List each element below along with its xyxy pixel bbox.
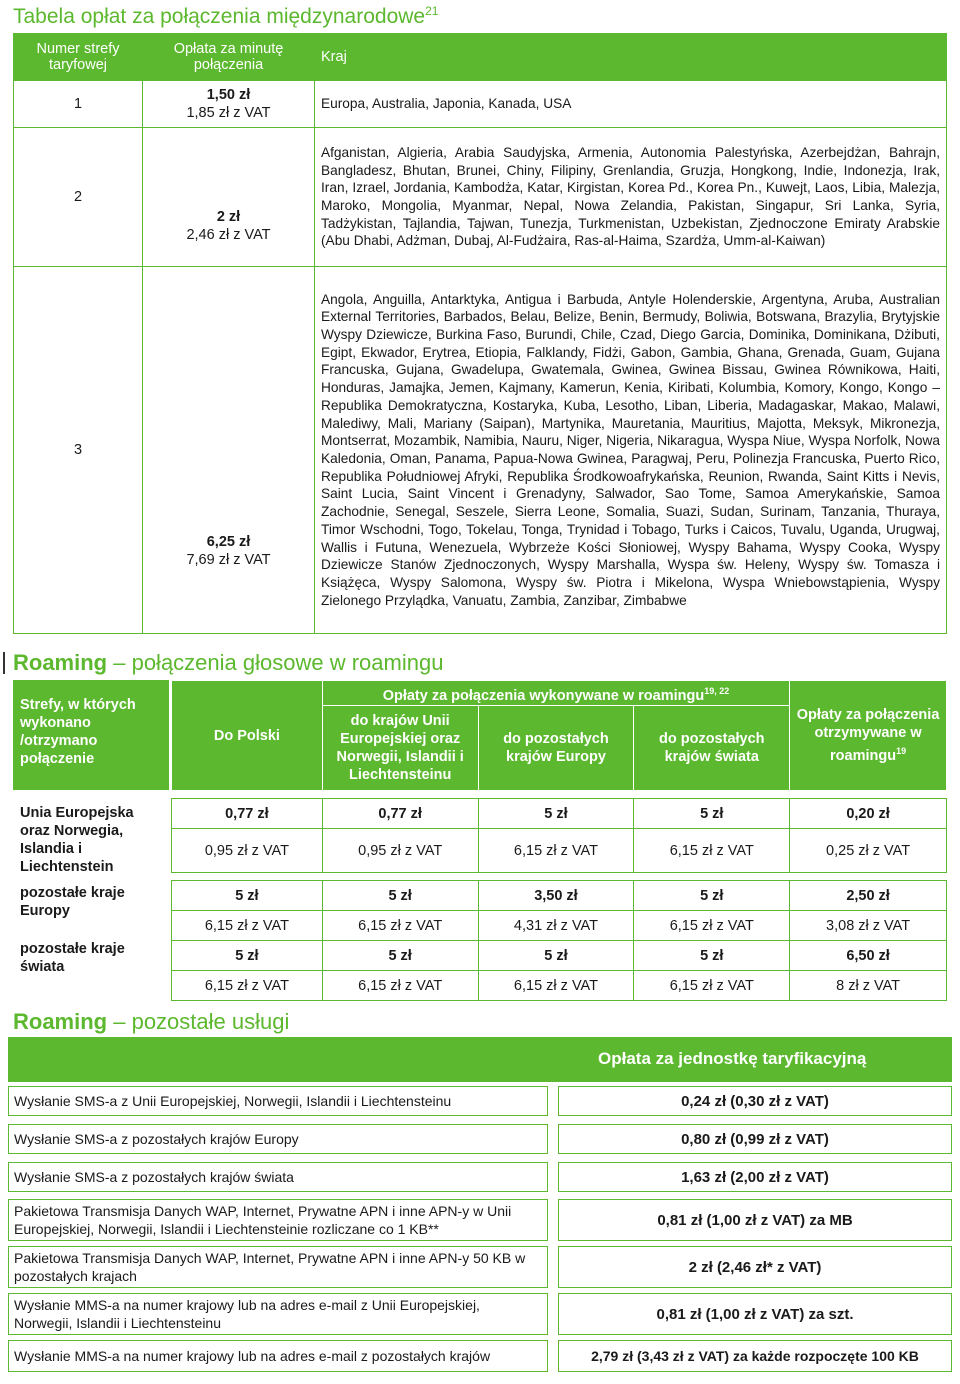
fee-cell: 2 zł 2,46 zł z VAT (143, 128, 315, 267)
col-received-header: Opłaty za połączenia otrzymywane w roamingu$^{19}$ (790, 681, 947, 791)
page-title: Tabela opłat za połączenia międzynarodowe$^{21}$ (13, 4, 439, 28)
country-list: Europa, Australia, Japonia, Kanada, USA (315, 81, 947, 128)
price-cell: 5 zł (478, 941, 634, 971)
col-zone-header: Numer strefy taryfowej (14, 34, 143, 81)
price-cell: 5 zł (322, 941, 478, 971)
service-price: 0,81 zł (1,00 zł z VAT) za MB (558, 1199, 952, 1241)
service-label: Wysłanie SMS-a z pozostałych krajów Europy (8, 1124, 548, 1154)
col-fee-header: Opłata za minutę połączenia (143, 34, 315, 81)
service-label: Pakietowa Transmisja Danych WAP, Internet, Prywatne APN i inne APN-y 50 KB w pozostałych krajach (8, 1246, 548, 1288)
unit-fee-header: Opłata za jednostkę taryfikacyjną (598, 1049, 867, 1068)
service-label: Wysłanie MMS-a na numer krajowy lub na adres e-mail z pozostałych krajów (8, 1340, 548, 1372)
price-cell: 5 zł (322, 881, 478, 911)
table-row (172, 911, 947, 941)
price-cell: 5 zł (478, 799, 634, 829)
price-cell: 5 zł (172, 941, 323, 971)
price-cell: 0,95 zł z VAT (322, 829, 478, 873)
roaming-voice-title: Roaming – połączenia głosowe w roamingu (13, 650, 444, 675)
zone-label: pozostałe kraje Europy (13, 870, 169, 928)
service-price: 0,80 zł (0,99 zł z VAT) (558, 1124, 952, 1154)
table-row (172, 941, 947, 971)
table-row (172, 799, 947, 829)
price-cell: 6,15 zł z VAT (478, 971, 634, 1001)
price-cell: 0,77 zł (172, 799, 323, 829)
price-cell: 2,50 zł (790, 881, 947, 911)
price-cell: 6,15 zł z VAT (172, 911, 323, 941)
col-europe-header: do pozostałych krajów Europy (478, 706, 634, 791)
service-label: Pakietowa Transmisja Danych WAP, Internet, Prywatne APN i inne APN-y w Unii Europejskiej, Norwegii, Islandii i Liechtensteinie rozliczane co 1 KB** (8, 1199, 548, 1241)
service-price: 2,79 zł (3,43 zł z VAT) za każde rozpoczęte 100 KB (558, 1340, 952, 1372)
service-label: Wysłanie SMS-a z pozostałych krajów świata (8, 1162, 548, 1192)
country-list: Afganistan, Algieria, Arabia Saudyjska, Armenia, Autonomia Palestyńska, Azerbejdżan, Bahrajn, Bangladesz, Bhutan, Brunei, Chiny, Filipiny, Grenlandia, Gruzja, Hongkong, Indie, Indonezja, Irak, Iran, Izrael, Jordania, Kambodża, Katar, Kirgistan, Korea Pd., Korea Pn., Kuwejt, Laos, Libia, Malezja, Maroko, Mongolia, Myanmar, Nepal, Nowa Zelandia, Pakistan, Singapur, Sri Lanka, Syria, Tadżykistan, Tajlandia, Tajwan, Tunezja, Turkmenistan, Uzbekistan, Zjednoczone Emiraty Arabskie (Abu Dhabi, Adżman, Dubaj, Al-Fudżaira, Ras-al-Haima, Szardża, Umm-al-Kaiwan) (315, 128, 947, 267)
table-row (14, 81, 947, 128)
price-cell: 5 zł (634, 941, 790, 971)
table-row (172, 829, 947, 873)
price-cell: 3,08 zł z VAT (790, 911, 947, 941)
price-cell: 5 zł (634, 799, 790, 829)
price-cell: 6,50 zł (790, 941, 947, 971)
price-cell: 6,15 zł z VAT (322, 911, 478, 941)
col-world-header: do pozostałych krajów świata (634, 706, 790, 791)
group-header: Opłaty za połączenia wykonywane w roamingu$^{19, 22}$ (322, 681, 789, 706)
price-cell: 6,15 zł z VAT (634, 911, 790, 941)
zones-header: Strefy, w których wykonano /otrzymano połączenie (13, 680, 169, 790)
country-list: Angola, Anguilla, Antarktyka, Antigua i Barbuda, Antyle Holenderskie, Argentyna, Aruba, Australian External Territories, Barbados, Belau, Belize, Benin, Bermudy, Boliwia, Botswana, Brazylia, Brytyjskie Wyspy Dziewicze, Burkina Faso, Burundi, Chile, Czad, Diego Garcia, Dominika, Dominikana, Dżibuti, Egipt, Ekwador, Erytrea, Etiopia, Falklandy, Fidżi, Gabon, Gambia, Ghana, Grenada, Guam, Gujana Francuska, Gujana, Gwadelupa, Gwatemala, Gwinea, Gwinea Bissau, Gwinea Równikowa, Haiti, Honduras, Jamajka, Jemen, Kajmany, Kamerun, Kenia, Kiribati, Kolumbia, Komory, Kongo, Kongo – Republika Demokratyczna, Kostaryka, Kuba, Lesotho, Liban, Liberia, Madagaskar, Makao, Malawi, Malediwy, Mali, Mariany (Saipan), Martynika, Mauretania, Mauritius, Majotta, Meksyk, Mikronezja, Montserrat, Mozambik, Namibia, Nauru, Niger, Nigeria, Nikaragua, Wyspa Niue, Wyspa Norfolk, Nowa Kaledonia, Oman, Panama, Papua-Nowa Gwinea, Paragwaj, Peru, Polinezja Francuska, Puerto Rico, Republika Południowej Afryki, Republika Środkowoafrykańska, Reunion, Rwanda, Saint Kitts i Nevis, Saint Lucia, Saint Vincent i Grenadyny, Salwador, Sao Tome, Samoa Amerykańskie, Samoa Zachodnie, Senegal, Seszele, Sierra Leone, Somalia, Suazi, Sudan, Surinam, Tanzania, Thuraya, Timor Wschodni, Togo, Tokelau, Tonga, Trynidad i Tobago, Turks i Caicos, Tuvalu, Uganda, Urugwaj, Wallis i Futuna, Wenezuela, Wybrzeże Kości Słoniowej, Wyspy Bahama, Wyspy Cooka, Wyspy Dziewicze Stanów Zjednoczonych, Wyspy Marshalla, Wyspa św. Heleny, Wyspy św. Tomasza i Książęca, Wyspy Salomona, Wyspy św. Piotra i Mikelona, Wyspa Wniebowstąpienia, Wyspy Zielonego Przylądka, Vanuatu, Zambia, Zanzibar, Zimbabwe (315, 267, 947, 634)
table-row (14, 128, 947, 267)
service-label: Wysłanie MMS-a na numer krajowy lub na adres e-mail z Unii Europejskiej, Norwegii, Islandii i Liechtensteinu (8, 1293, 548, 1335)
roaming-zones-column (13, 680, 169, 988)
price-cell: 5 zł (172, 881, 323, 911)
zone-number: 1 (14, 81, 143, 128)
price-cell: 0,25 zł z VAT (790, 829, 947, 873)
service-price: 0,81 zł (1,00 zł z VAT) za szt. (558, 1293, 952, 1335)
service-label: Wysłanie SMS-a z Unii Europejskiej, Norwegii, Islandii i Liechtensteinu (8, 1086, 548, 1116)
price-cell: 4,31 zł z VAT (478, 911, 634, 941)
price-cell: 6,15 zł z VAT (634, 829, 790, 873)
zone-label: Unia Europejska oraz Norwegia, Islandia i Liechtenstein (13, 790, 169, 870)
zone-number: 3 (14, 267, 143, 634)
table-row (172, 971, 947, 1001)
roaming-other-title: Roaming – pozostałe usługi (13, 1009, 290, 1034)
international-rates-table (13, 33, 947, 634)
price-cell: 5 zł (634, 881, 790, 911)
price-cell: 0,77 zł (322, 799, 478, 829)
change-marker (3, 652, 5, 674)
zone-label: pozostałe kraje świata (13, 928, 169, 988)
table-row (14, 267, 947, 634)
price-cell: 3,50 zł (478, 881, 634, 911)
col-poland-header: Do Polski (172, 681, 323, 791)
price-cell: 6,15 zł z VAT (478, 829, 634, 873)
fee-cell: 1,50 zł 1,85 zł z VAT (143, 81, 315, 128)
fee-cell: 6,25 zł 7,69 zł z VAT (143, 267, 315, 634)
price-cell: 0,95 zł z VAT (172, 829, 323, 873)
roaming-other-header (8, 1037, 952, 1082)
price-cell: 6,15 zł z VAT (634, 971, 790, 1001)
col-eu-header: do krajów Unii Europejskiej oraz Norwegii, Islandii i Liechtensteinu (322, 706, 478, 791)
service-price: 0,24 zł (0,30 zł z VAT) (558, 1086, 952, 1116)
table-row (172, 881, 947, 911)
zone-number: 2 (14, 128, 143, 267)
price-cell: 6,15 zł z VAT (172, 971, 323, 1001)
col-country-header: Kraj (315, 34, 947, 81)
roaming-voice-table (171, 680, 947, 1001)
price-cell: 0,20 zł (790, 799, 947, 829)
service-price: 2 zł (2,46 zł* z VAT) (558, 1246, 952, 1288)
service-price: 1,63 zł (2,00 zł z VAT) (558, 1162, 952, 1192)
price-cell: 8 zł z VAT (790, 971, 947, 1001)
price-cell: 6,15 zł z VAT (322, 971, 478, 1001)
